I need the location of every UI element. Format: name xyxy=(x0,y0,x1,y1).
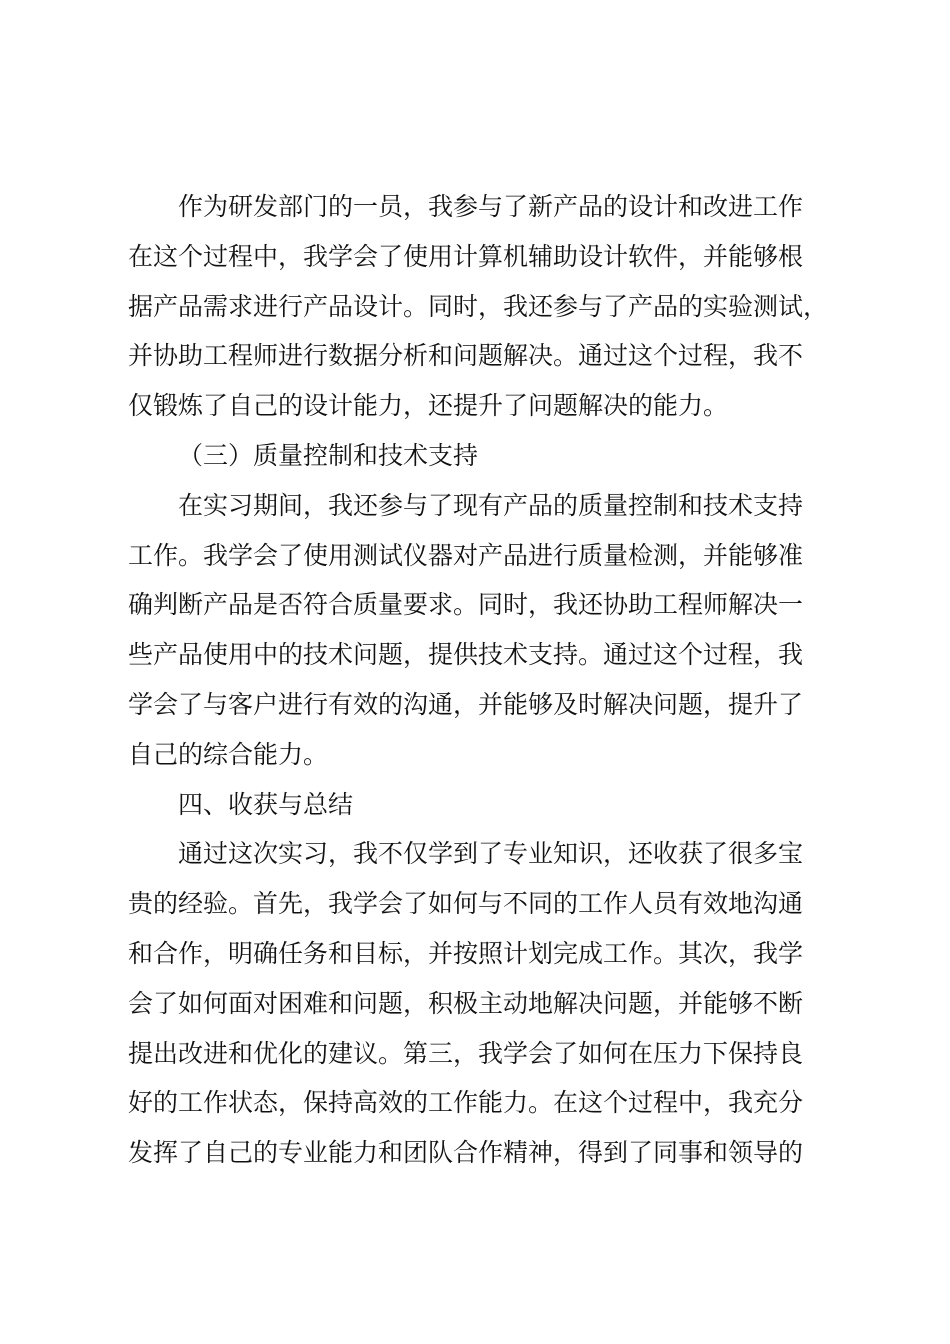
paragraph-quality-control xyxy=(128,481,848,780)
section-heading-summary: 四、收获与总结 xyxy=(178,789,354,819)
text-line: 提出改进和优化的建议。第三，我学会了如何在压力下保持良 xyxy=(128,1038,804,1068)
text-line: 仅锻炼了自己的设计能力，还提升了问题解决的能力。 xyxy=(128,391,729,421)
text-line: 在实习期间，我还参与了现有产品的质量控制和技术支持 xyxy=(178,490,804,520)
text-line: 学会了与客户进行有效的沟通，并能够及时解决问题，提升了 xyxy=(128,689,804,719)
text-line: 贵的经验。首先，我学会了如何与不同的工作人员有效地沟通 xyxy=(128,889,804,919)
text-line: 发挥了自己的专业能力和团队合作精神，得到了同事和领导的 xyxy=(128,1138,804,1168)
paragraph-design-work xyxy=(128,182,848,431)
document-page xyxy=(128,182,848,1178)
text-line: 工作。我学会了使用测试仪器对产品进行质量检测，并能够准 xyxy=(128,540,804,570)
text-line: 确判断产品是否符合质量要求。同时，我还协助工程师解决一 xyxy=(128,590,804,620)
text-line: 并协助工程师进行数据分析和问题解决。通过这个过程，我不 xyxy=(128,341,804,371)
section-heading-quality-control: （三）质量控制和技术支持 xyxy=(178,440,479,470)
text-line: 些产品使用中的技术问题，提供技术支持。通过这个过程，我 xyxy=(128,640,804,670)
text-line: 会了如何面对困难和问题，积极主动地解决问题，并能够不断 xyxy=(128,988,804,1018)
text-line: 自己的综合能力。 xyxy=(128,739,329,769)
text-line: 和合作，明确任务和目标，并按照计划完成工作。其次，我学 xyxy=(128,938,804,968)
text-line: 好的工作状态，保持高效的工作能力。在这个过程中，我充分 xyxy=(128,1088,804,1118)
text-line: 作为研发部门的一员，我参与了新产品的设计和改进工作 xyxy=(178,192,804,221)
paragraph-summary xyxy=(128,829,848,1178)
text-line: 在这个过程中，我学会了使用计算机辅助设计软件，并能够根 xyxy=(128,241,804,271)
text-line: 通过这次实习，我不仅学到了专业知识，还收获了很多宝 xyxy=(178,839,804,869)
text-line: 据产品需求进行产品设计。同时，我还参与了产品的实验测试， xyxy=(128,291,829,321)
